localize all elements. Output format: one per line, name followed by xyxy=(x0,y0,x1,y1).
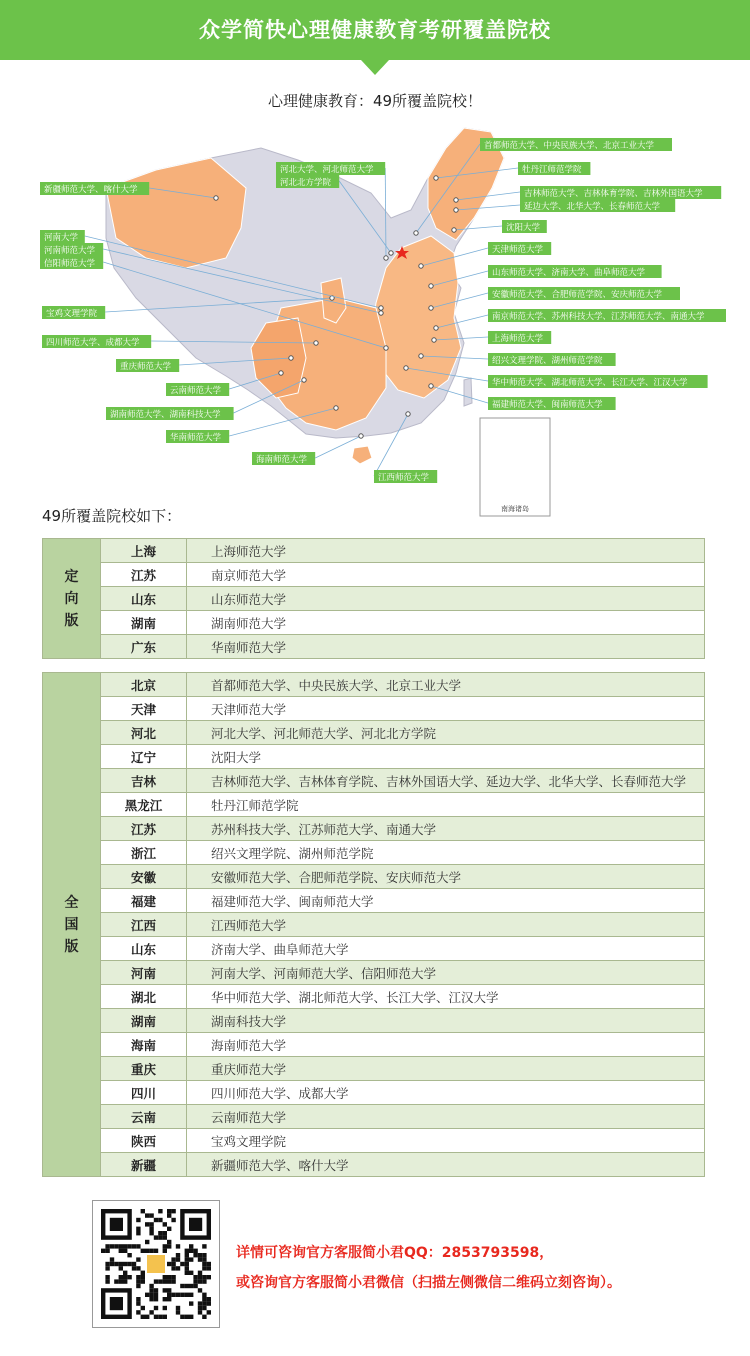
label-text: 上海师范大学 xyxy=(492,334,544,344)
qr-code-icon xyxy=(93,1201,219,1327)
label-text: 天津师范大学 xyxy=(492,245,544,255)
location-dot-icon xyxy=(214,196,218,200)
location-dot-icon xyxy=(419,264,423,268)
province-cell: 福建 xyxy=(101,889,187,913)
province-cell: 陕西 xyxy=(101,1129,187,1153)
location-dot-icon xyxy=(302,378,306,382)
taiwan-island xyxy=(464,378,472,406)
schools-cell: 济南大学、曲阜师范大学 xyxy=(187,937,705,961)
label-text: 河南师范大学 xyxy=(44,246,96,256)
table-row xyxy=(43,611,705,635)
province-cell: 吉林 xyxy=(101,769,187,793)
province-cell: 江苏 xyxy=(101,817,187,841)
province-cell: 山东 xyxy=(101,587,187,611)
table-row xyxy=(43,1033,705,1057)
table-row xyxy=(43,1009,705,1033)
schools-cell: 重庆师范大学 xyxy=(187,1057,705,1081)
province-cell: 四川 xyxy=(101,1081,187,1105)
schools-cell: 绍兴文理学院、湖州师范学院 xyxy=(187,841,705,865)
province-cell: 天津 xyxy=(101,697,187,721)
inset-caption: 南海诸岛 xyxy=(501,505,529,513)
schools-cell: 河南大学、河南师范大学、信阳师范大学 xyxy=(187,961,705,985)
schools-cell: 华中师范大学、湖北师范大学、长江大学、江汉大学 xyxy=(187,985,705,1009)
province-cell: 上海 xyxy=(101,539,187,563)
schools-cell: 山东师范大学 xyxy=(187,587,705,611)
table-row xyxy=(43,539,705,563)
location-dot-icon xyxy=(314,341,318,345)
schools-cell: 河北大学、河北师范大学、河北北方学院 xyxy=(187,721,705,745)
location-dot-icon xyxy=(434,176,438,180)
table-row xyxy=(43,587,705,611)
label-text: 河北北方学院 xyxy=(280,178,332,188)
label-text: 安徽师范大学、合肥师范学院、安庆师范大学 xyxy=(492,290,663,300)
table-row xyxy=(43,937,705,961)
label-text: 延边大学、北华大学、长春师范大学 xyxy=(524,202,661,212)
location-dot-icon xyxy=(379,311,383,315)
wechat-qr-code[interactable] xyxy=(92,1200,220,1328)
location-dot-icon xyxy=(384,346,388,350)
location-dot-icon xyxy=(384,256,388,260)
table-row xyxy=(43,635,705,659)
map-label-8 xyxy=(434,309,726,330)
label-text: 湖南师范大学、湖南科技大学 xyxy=(110,410,221,420)
table-row xyxy=(43,721,705,745)
label-text: 首都师范大学、中央民族大学、北京工业大学 xyxy=(484,141,655,151)
label-text: 河南大学 xyxy=(44,233,79,243)
province-cell: 北京 xyxy=(101,673,187,697)
label-text: 重庆师范大学 xyxy=(120,362,172,372)
table-row xyxy=(43,769,705,793)
qr-logo-icon xyxy=(146,1254,166,1274)
table-row xyxy=(43,563,705,587)
map-title: 心理健康教育：49所覆盖院校！ xyxy=(267,92,483,110)
label-text: 河北大学、河北师范大学 xyxy=(280,165,374,175)
province-cell: 海南 xyxy=(101,1033,187,1057)
label-text: 江西师范大学 xyxy=(378,473,430,483)
location-dot-icon xyxy=(429,284,433,288)
label-text: 福建师范大学、闽南师范大学 xyxy=(492,400,603,410)
schools-cell: 华南师范大学 xyxy=(187,635,705,659)
schools-cell: 新疆师范大学、喀什大学 xyxy=(187,1153,705,1177)
schools-cell: 江西师范大学 xyxy=(187,913,705,937)
label-text: 山东师范大学、济南大学、曲阜师范大学 xyxy=(492,268,646,278)
province-cell: 河北 xyxy=(101,721,187,745)
table-row xyxy=(43,841,705,865)
province-cell: 江苏 xyxy=(101,563,187,587)
schools-cell: 安徽师范大学、合肥师范学院、安庆师范大学 xyxy=(187,865,705,889)
label-text: 绍兴文理学院、湖州师范学院 xyxy=(492,356,603,366)
version-label: 定 向 版 xyxy=(43,539,101,659)
schools-cell: 沈阳大学 xyxy=(187,745,705,769)
section-title: 49所覆盖院校如下： xyxy=(42,507,182,525)
province-cell: 河南 xyxy=(101,961,187,985)
south-sea-inset xyxy=(480,418,550,516)
page-title: 众学简快心理健康教育考研覆盖院校 xyxy=(199,18,551,42)
label-text: 牡丹江师范学院 xyxy=(522,165,582,175)
map-label-7 xyxy=(429,287,680,310)
schools-cell: 天津师范大学 xyxy=(187,697,705,721)
location-dot-icon xyxy=(432,338,436,342)
label-text: 信阳师范大学 xyxy=(44,259,96,269)
table-row xyxy=(43,697,705,721)
location-dot-icon xyxy=(379,306,383,310)
location-dot-icon xyxy=(279,371,283,375)
table-row xyxy=(43,745,705,769)
schools-cell: 宝鸡文理学院 xyxy=(187,1129,705,1153)
location-dot-icon xyxy=(404,366,408,370)
schools-cell: 吉林师范大学、吉林体育学院、吉林外国语大学、延边大学、北华大学、长春师范大学 xyxy=(187,769,705,793)
province-cell: 浙江 xyxy=(101,841,187,865)
hainan-island xyxy=(352,446,372,464)
table-row xyxy=(43,1057,705,1081)
map-label-3 xyxy=(454,199,675,212)
schools-cell: 湖南师范大学 xyxy=(187,611,705,635)
province-cell: 云南 xyxy=(101,1105,187,1129)
label-text: 云南师范大学 xyxy=(170,386,222,396)
schools-cell: 首都师范大学、中央民族大学、北京工业大学 xyxy=(187,673,705,697)
province-cell: 辽宁 xyxy=(101,745,187,769)
label-text: 华南师范大学 xyxy=(170,433,222,443)
location-dot-icon xyxy=(429,306,433,310)
location-dot-icon xyxy=(454,198,458,202)
label-text: 四川师范大学、成都大学 xyxy=(46,338,140,348)
table-row xyxy=(43,985,705,1009)
location-dot-icon xyxy=(452,228,456,232)
table-row xyxy=(43,1105,705,1129)
table-row xyxy=(43,961,705,985)
location-dot-icon xyxy=(334,406,338,410)
header-banner xyxy=(0,0,750,60)
table-row xyxy=(43,817,705,841)
schools-cell: 上海师范大学 xyxy=(187,539,705,563)
schools-cell: 牡丹江师范学院 xyxy=(187,793,705,817)
schools-cell: 南京师范大学 xyxy=(187,563,705,587)
directed-table xyxy=(42,538,705,659)
table-row xyxy=(43,865,705,889)
schools-cell: 四川师范大学、成都大学 xyxy=(187,1081,705,1105)
table-row xyxy=(43,673,705,697)
contact-qq-text: 详情可咨询官方客服简小君QQ：2853793598， xyxy=(236,1245,554,1261)
province-cell: 湖南 xyxy=(101,611,187,635)
province-cell: 广东 xyxy=(101,635,187,659)
banner-arrow xyxy=(361,60,389,75)
province-cell: 新疆 xyxy=(101,1153,187,1177)
label-text: 沈阳大学 xyxy=(506,223,541,233)
province-cell: 湖南 xyxy=(101,1009,187,1033)
schools-cell: 海南师范大学 xyxy=(187,1033,705,1057)
china-coverage-map xyxy=(36,118,726,518)
province-cell: 山东 xyxy=(101,937,187,961)
province-cell: 重庆 xyxy=(101,1057,187,1081)
location-dot-icon xyxy=(406,412,410,416)
schools-cell: 福建师范大学、闽南师范大学 xyxy=(187,889,705,913)
table-row xyxy=(43,793,705,817)
schools-cell: 云南师范大学 xyxy=(187,1105,705,1129)
label-text: 华中师范大学、湖北师范大学、长江大学、江汉大学 xyxy=(492,378,688,388)
table-row xyxy=(43,1153,705,1177)
table-row xyxy=(43,1129,705,1153)
label-text: 新疆师范大学、喀什大学 xyxy=(44,185,138,195)
location-dot-icon xyxy=(434,326,438,330)
location-dot-icon xyxy=(429,384,433,388)
location-dot-icon xyxy=(359,434,363,438)
location-dot-icon xyxy=(454,208,458,212)
schools-cell: 湖南科技大学 xyxy=(187,1009,705,1033)
province-cell: 江西 xyxy=(101,913,187,937)
table-row xyxy=(43,889,705,913)
location-dot-icon xyxy=(389,251,393,255)
contact-wechat-text: 或咨询官方客服简小君微信（扫描左侧微信二维码立刻咨询）。 xyxy=(236,1275,621,1291)
location-dot-icon xyxy=(414,231,418,235)
location-dot-icon xyxy=(289,356,293,360)
version-label: 全 国 版 xyxy=(43,673,101,1177)
label-text: 海南师范大学 xyxy=(256,455,308,465)
table-row xyxy=(43,1081,705,1105)
schools-cell: 苏州科技大学、江苏师范大学、南通大学 xyxy=(187,817,705,841)
province-cell: 安徽 xyxy=(101,865,187,889)
label-text: 宝鸡文理学院 xyxy=(46,309,98,319)
location-dot-icon xyxy=(419,354,423,358)
province-cell: 黑龙江 xyxy=(101,793,187,817)
map-label-14 xyxy=(252,434,363,465)
map-label-6 xyxy=(429,265,662,288)
label-text: 吉林师范大学、吉林体育学院、吉林外国语大学 xyxy=(524,189,703,199)
table-row xyxy=(43,913,705,937)
national-table xyxy=(42,672,705,1177)
label-text: 南京师范大学、苏州科技大学、江苏师范大学、南通大学 xyxy=(492,312,705,322)
province-cell: 湖北 xyxy=(101,985,187,1009)
